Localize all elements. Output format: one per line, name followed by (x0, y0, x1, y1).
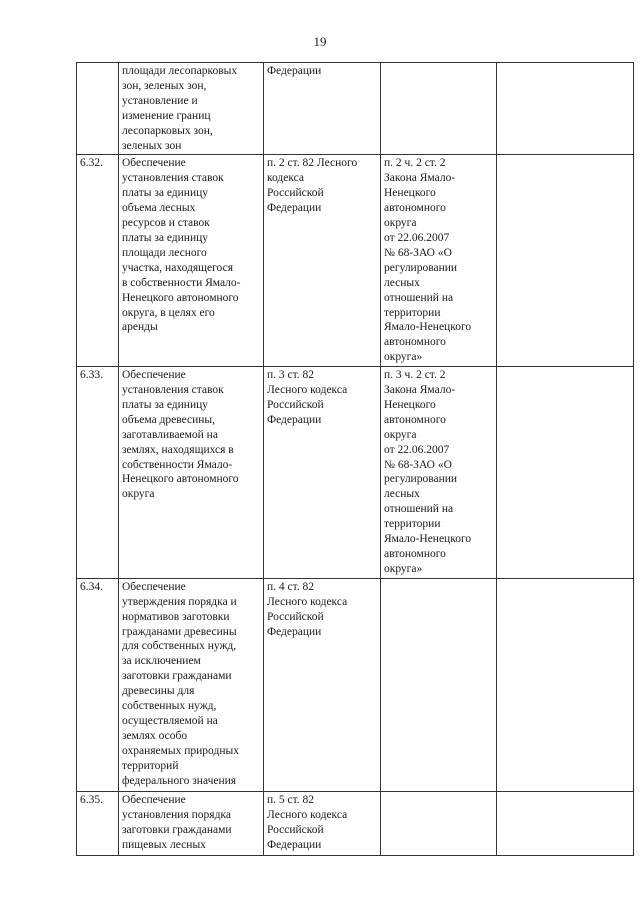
row-number-cell: 6.34. (77, 578, 119, 791)
row-number-cell: 6.32. (77, 155, 119, 367)
description-cell: Обеспечение утверждения порядка и нормативов заготовки гражданами древесины для собственных нужд, за исключением заготовки гражданами древесины для собственных нужд, осуществляемой на землях особо охраняемых природных территорий федерального значения (119, 578, 264, 791)
regional-basis-cell (381, 63, 497, 155)
description-cell: Обеспечение установления ставок платы за единицу объема лесных ресурсов и ставок платы за единицу площади лесного участка, находящегося в собственности Ямало- Ненецкого автономного округа, в целях его аренды (119, 155, 264, 367)
page-number: 19 (313, 34, 327, 49)
empty-cell (497, 367, 634, 579)
federal-basis-cell: п. 3 ст. 82 Лесного кодекса Российской Федерации (264, 367, 381, 579)
regional-basis-cell (381, 791, 497, 855)
federal-basis-cell: п. 2 ст. 82 Лесного кодекса Российской Федерации (264, 155, 381, 367)
regional-basis-cell: п. 2 ч. 2 ст. 2 Закона Ямало- Ненецкого автономного округа от 22.06.2007 № 68-ЗАО «О регулировании лесных отношений на территории Ямало-Ненецкого автономного округа» (381, 155, 497, 367)
federal-basis-cell: Федерации (264, 63, 381, 155)
federal-basis-cell: п. 5 ст. 82 Лесного кодекса Российской Федерации (264, 791, 381, 855)
table-row (77, 578, 634, 791)
authority-table (76, 62, 634, 856)
description-cell: Обеспечение установления порядка заготовки гражданами пищевых лесных (119, 791, 264, 855)
empty-cell (497, 578, 634, 791)
federal-basis-cell: п. 4 ст. 82 Лесного кодекса Российской Федерации (264, 578, 381, 791)
description-cell: Обеспечение установления ставок платы за единицу объема древесины, заготавливаемой на землях, находящихся в собственности Ямало- Ненецкого автономного округа (119, 367, 264, 579)
table-row (77, 367, 634, 579)
row-number-cell (77, 63, 119, 155)
regional-basis-cell (381, 578, 497, 791)
empty-cell (497, 155, 634, 367)
empty-cell (497, 791, 634, 855)
table-row (77, 155, 634, 367)
table-row (77, 791, 634, 855)
row-number-cell: 6.33. (77, 367, 119, 579)
table-row (77, 63, 634, 155)
description-cell: площади лесопарковых зон, зеленых зон, установление и изменение границ лесопарковых зон, зеленых зон (119, 63, 264, 155)
regional-basis-cell: п. 3 ч. 2 ст. 2 Закона Ямало- Ненецкого автономного округа от 22.06.2007 № 68-ЗАО «О регулировании лесных отношений на территории Ямало-Ненецкого автономного округа» (381, 367, 497, 579)
empty-cell (497, 63, 634, 155)
row-number-cell: 6.35. (77, 791, 119, 855)
